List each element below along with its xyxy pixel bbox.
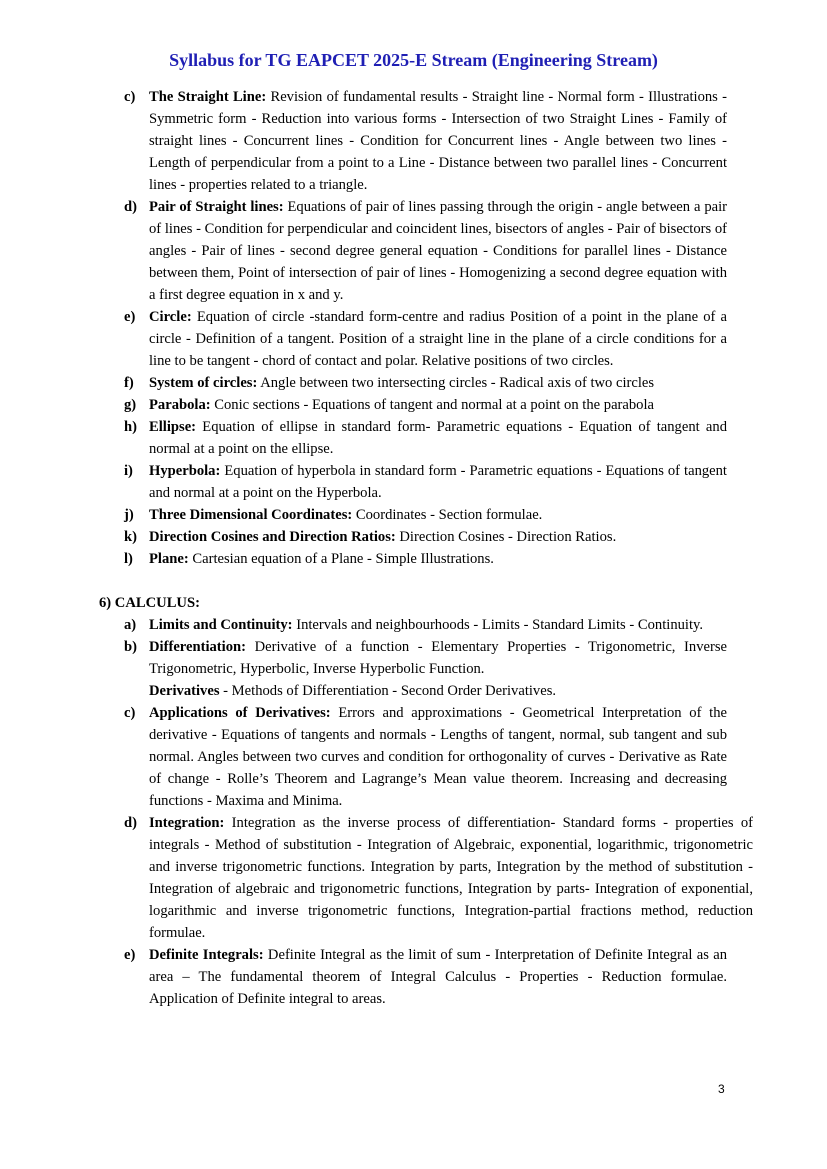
topic-direction-cosines-ratios — [124, 526, 727, 548]
topic-definite-integrals — [124, 944, 728, 1010]
item-marker: a) — [124, 617, 137, 633]
item-marker: b) — [124, 639, 137, 655]
topic-heading: The Straight Line: — [149, 89, 267, 105]
topic-description: Conic sections - Equations of tangent and normal at a point on the parabola — [214, 397, 655, 413]
topic-heading: System of circles: — [149, 375, 258, 391]
page-number: 3 — [718, 1082, 725, 1096]
geometry-topic-list — [0, 86, 827, 570]
item-marker: f) — [124, 375, 134, 391]
topic-differentiation — [124, 636, 727, 680]
topic-heading: Hyperbola: — [149, 463, 221, 479]
item-marker: j) — [124, 507, 134, 523]
item-marker: i) — [124, 463, 133, 479]
item-marker: h) — [124, 419, 137, 435]
topic-description: Direction Cosines - Direction Ratios. — [399, 529, 617, 545]
topic-applications-of-derivatives — [124, 702, 727, 812]
topic-circle — [124, 306, 727, 372]
topic-description: Angle between two intersecting circles - Radical axis of two circles — [260, 375, 655, 391]
topic-heading: Direction Cosines and Direction Ratios: — [149, 529, 396, 545]
topic-heading: Plane: — [149, 551, 189, 567]
item-marker: d) — [124, 199, 137, 215]
item-marker: g) — [124, 397, 137, 413]
topic-heading: Applications of Derivatives: — [149, 705, 331, 721]
topic-heading: Definite Integrals: — [149, 947, 264, 963]
item-marker: c) — [124, 89, 136, 105]
topic-hyperbola — [124, 460, 727, 504]
topic-three-dimensional-coordinates — [124, 504, 727, 526]
calculus-topic-list — [0, 614, 827, 1010]
item-marker: k) — [124, 529, 137, 545]
topic-system-of-circles — [124, 372, 727, 394]
topic-ellipse — [124, 416, 727, 460]
topic-description: Equation of hyperbola in standard form - Parametric equations - Equations of tangent and normal at a point on the Hyperbola. — [149, 463, 727, 501]
item-marker: e) — [124, 309, 136, 325]
syllabus-content — [0, 86, 827, 1010]
topic-limits-and-continuity — [124, 614, 727, 636]
topic-description: Derivative of a function - Elementary Properties - Trigonometric, Inverse Trigonometric, Hyperbolic, Inverse Hyperbolic Function. — [149, 639, 727, 677]
topic-description: Integration as the inverse process of differentiation- Standard forms - properties of integrals - Method of substitution - Integration of Algebraic, exponential, logarithmic, trigonometric and inverse trigonometric functions. Integration by parts, Integration by the method of substitution - Integration of algebraic and trigonometric functions, Integration by parts- Integration of exponential, logarithmic and inverse trigonometric functions, Integration-partial fractions method, reduction formulae. — [149, 815, 753, 941]
page-title: Syllabus for TG EAPCET 2025-E Stream (Engineering Stream) — [169, 50, 658, 70]
topic-heading: Ellipse: — [149, 419, 197, 435]
topic-heading: Pair of Straight lines: — [149, 199, 284, 215]
topic-description: Errors and approximations - Geometrical Interpretation of the derivative - Equations of tangents and normals - Lengths of tangent, normal, sub tangent and sub normal. Angles between two curves and condition for orthogonality of curves - Derivative as Rate of change - Rolle’s Theorem and Lagrange’s Mean value theorem. Increasing and decreasing functions - Maxima and Minima. — [149, 705, 727, 809]
item-marker: c) — [124, 705, 136, 721]
topic-description: Equations of pair of lines passing through the origin - angle between a pair of lines - Condition for perpendicular and coincident lines, bisectors of angles - Pair of bisectors of angles - Pair of lines - second degree general equation - Conditions for parallel lines - Distance between them, Point of intersection of pair of lines - Homogenizing a second degree equation with a first degree equation in x and y. — [149, 199, 728, 303]
topic-heading: Parabola: — [149, 397, 211, 413]
topic-heading: Limits and Continuity: — [149, 617, 293, 633]
topic-description: Coordinates - Section formulae. — [355, 507, 543, 523]
topic-heading: Differentiation: — [149, 639, 246, 655]
topic-heading: Three Dimensional Coordinates: — [149, 507, 353, 523]
topic-description: Equation of ellipse in standard form- Parametric equations - Equation of tangent and normal at a point on the ellipse. — [149, 419, 727, 457]
topic-description: Definite Integral as the limit of sum - Interpretation of Definite Integral as an area – The fundamental theorem of Integral Calculus - Properties - Reduction formulae. Application of Definite integral to areas. — [149, 947, 728, 1007]
section-heading-calculus: 6) CALCULUS: — [99, 595, 200, 611]
item-marker: d) — [124, 815, 137, 831]
subline-description: - Methods of Differentiation - Second Order Derivatives. — [223, 683, 557, 699]
item-marker: e) — [124, 947, 136, 963]
topic-description: Cartesian equation of a Plane - Simple Illustrations. — [192, 551, 494, 567]
derivatives-subline — [149, 680, 727, 702]
topic-description: Revision of fundamental results - Straight line - Normal form - Illustrations - Symmetric form - Reduction into various forms - Intersection of two Straight Lines - Family of straight lines - Concurrent lines - Condition for Concurrent lines - Angle between two lines - Length of perpendicular from a point to a Line - Distance between two parallel lines - Concurrent lines - properties related to a triangle. — [149, 89, 727, 193]
topic-plane — [124, 548, 727, 570]
topic-heading: Integration: — [149, 815, 225, 831]
topic-description: Intervals and neighbourhoods - Limits - Standard Limits - Continuity. — [296, 617, 704, 633]
topic-straight-line — [124, 86, 727, 196]
topic-description: Equation of circle -standard form-centre and radius Position of a point in the plane of a circle - Definition of a tangent. Position of a straight line in the plane of a circle conditions for a line to be tangent - chord of contact and polar. Relative positions of two circles. — [149, 309, 727, 369]
topic-integration — [124, 812, 753, 944]
item-marker: l) — [124, 551, 133, 567]
subline-heading: Derivatives — [149, 683, 220, 699]
topic-heading: Circle: — [149, 309, 192, 325]
topic-pair-of-straight-lines — [124, 196, 728, 306]
topic-parabola — [124, 394, 727, 416]
